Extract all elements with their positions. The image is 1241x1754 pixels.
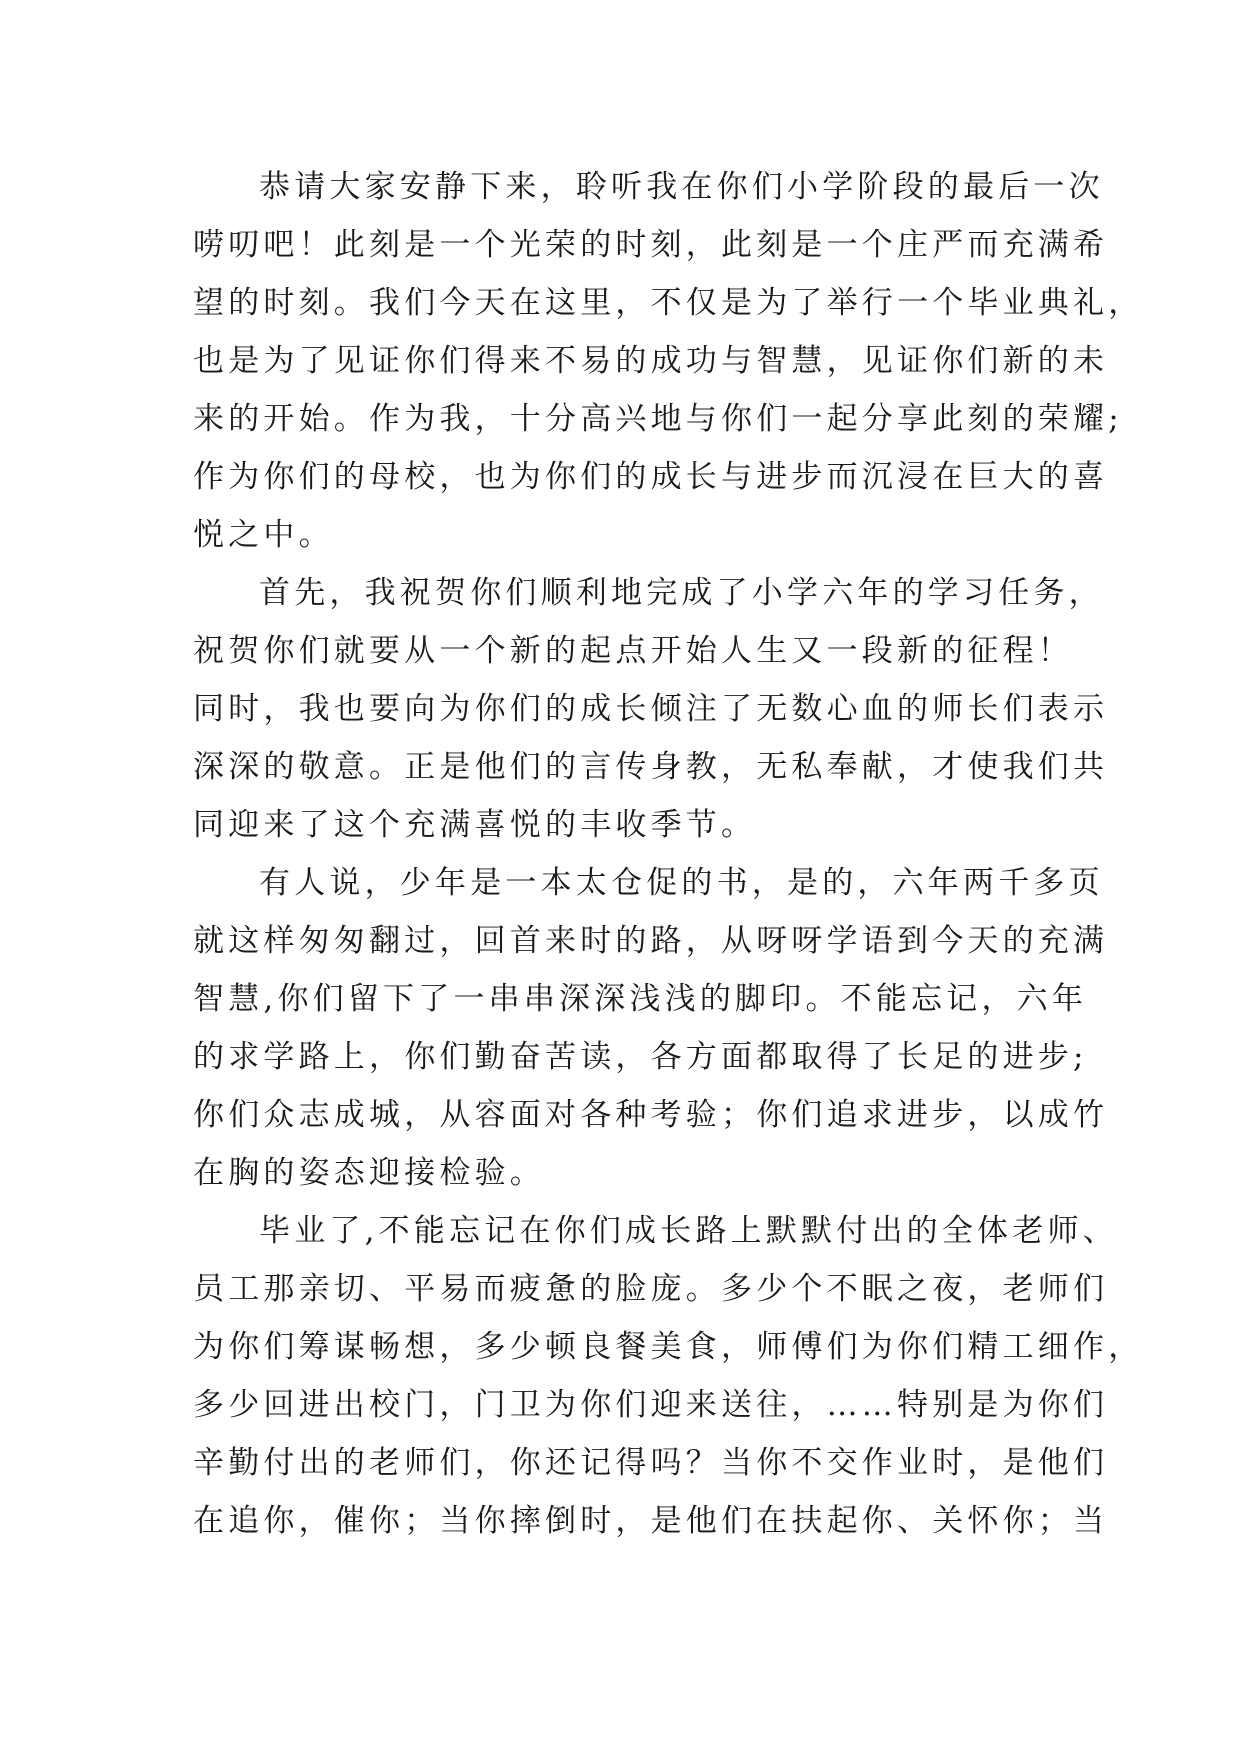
text-line: 祝贺你们就要从一个新的起点开始人生又一段新的征程！ bbox=[193, 633, 1073, 669]
text-line: 首先，我祝贺你们顺利地完成了小学六年的学习任务， bbox=[259, 575, 1104, 611]
text-line: 为你们筹谋畅想，多少顿良餐美食，师傅们为你们精工细作， bbox=[193, 1329, 1144, 1365]
text-line: 作为你们的母校，也为你们的成长与进步而沉浸在巨大的喜 bbox=[193, 459, 1109, 495]
text-line: 来的开始。作为我，十分高兴地与你们一起分享此刻的荣耀; bbox=[193, 401, 1123, 437]
text-line: 唠叨吧！此刻是一个光荣的时刻，此刻是一个庄严而充满希 bbox=[193, 227, 1109, 263]
speech-body bbox=[193, 158, 1144, 1550]
text-line: 同迎来了这个充满喜悦的丰收季节。 bbox=[193, 807, 757, 843]
text-line: 望的时刻。我们今天在这里，不仅是为了举行一个毕业典礼， bbox=[193, 285, 1144, 321]
text-line: 智慧,你们留下了一串串深深浅浅的脚印。不能忘记，六年 bbox=[193, 981, 1088, 1017]
text-line: 辛勤付出的老师们，你还记得吗？当你不交作业时，是他们 bbox=[193, 1445, 1109, 1481]
paragraph-2 bbox=[193, 564, 1109, 854]
text-line: 有人说，少年是一本太仓促的书，是的，六年两千多页 bbox=[259, 865, 1104, 901]
text-line: 悦之中。 bbox=[193, 517, 334, 553]
text-line: 就这样匆匆翻过，回首来时的路，从呀呀学语到今天的充满 bbox=[193, 923, 1109, 959]
text-line: 多少回进出校门，门卫为你们迎来送往，……特别是为你们 bbox=[193, 1387, 1109, 1423]
text-line: 员工那亲切、平易而疲惫的脸庞。多少个不眠之夜，老师们 bbox=[193, 1271, 1109, 1307]
paragraph-3 bbox=[193, 854, 1109, 1202]
text-line: 深深的敬意。正是他们的言传身教，无私奉献，才使我们共 bbox=[193, 749, 1109, 785]
text-line: 同时，我也要向为你们的成长倾注了无数心血的师长们表示 bbox=[193, 691, 1109, 727]
text-line: 在胸的姿态迎接检验。 bbox=[193, 1155, 545, 1191]
text-line: 的求学路上，你们勤奋苦读，各方面都取得了长足的进步; bbox=[193, 1039, 1088, 1075]
text-line: 恭请大家安静下来，聆听我在你们小学阶段的最后一次 bbox=[259, 169, 1104, 205]
text-line: 毕业了,不能忘记在你们成长路上默默付出的全体老师、 bbox=[259, 1213, 1118, 1249]
text-line: 在追你，催你；当你摔倒时，是他们在扶起你、关怀你；当 bbox=[193, 1503, 1109, 1539]
paragraph-1 bbox=[193, 158, 1144, 564]
paragraph-4 bbox=[193, 1202, 1144, 1550]
text-line: 也是为了见证你们得来不易的成功与智慧，见证你们新的未 bbox=[193, 343, 1109, 379]
text-line: 你们众志成城，从容面对各种考验；你们追求进步，以成竹 bbox=[193, 1097, 1109, 1133]
